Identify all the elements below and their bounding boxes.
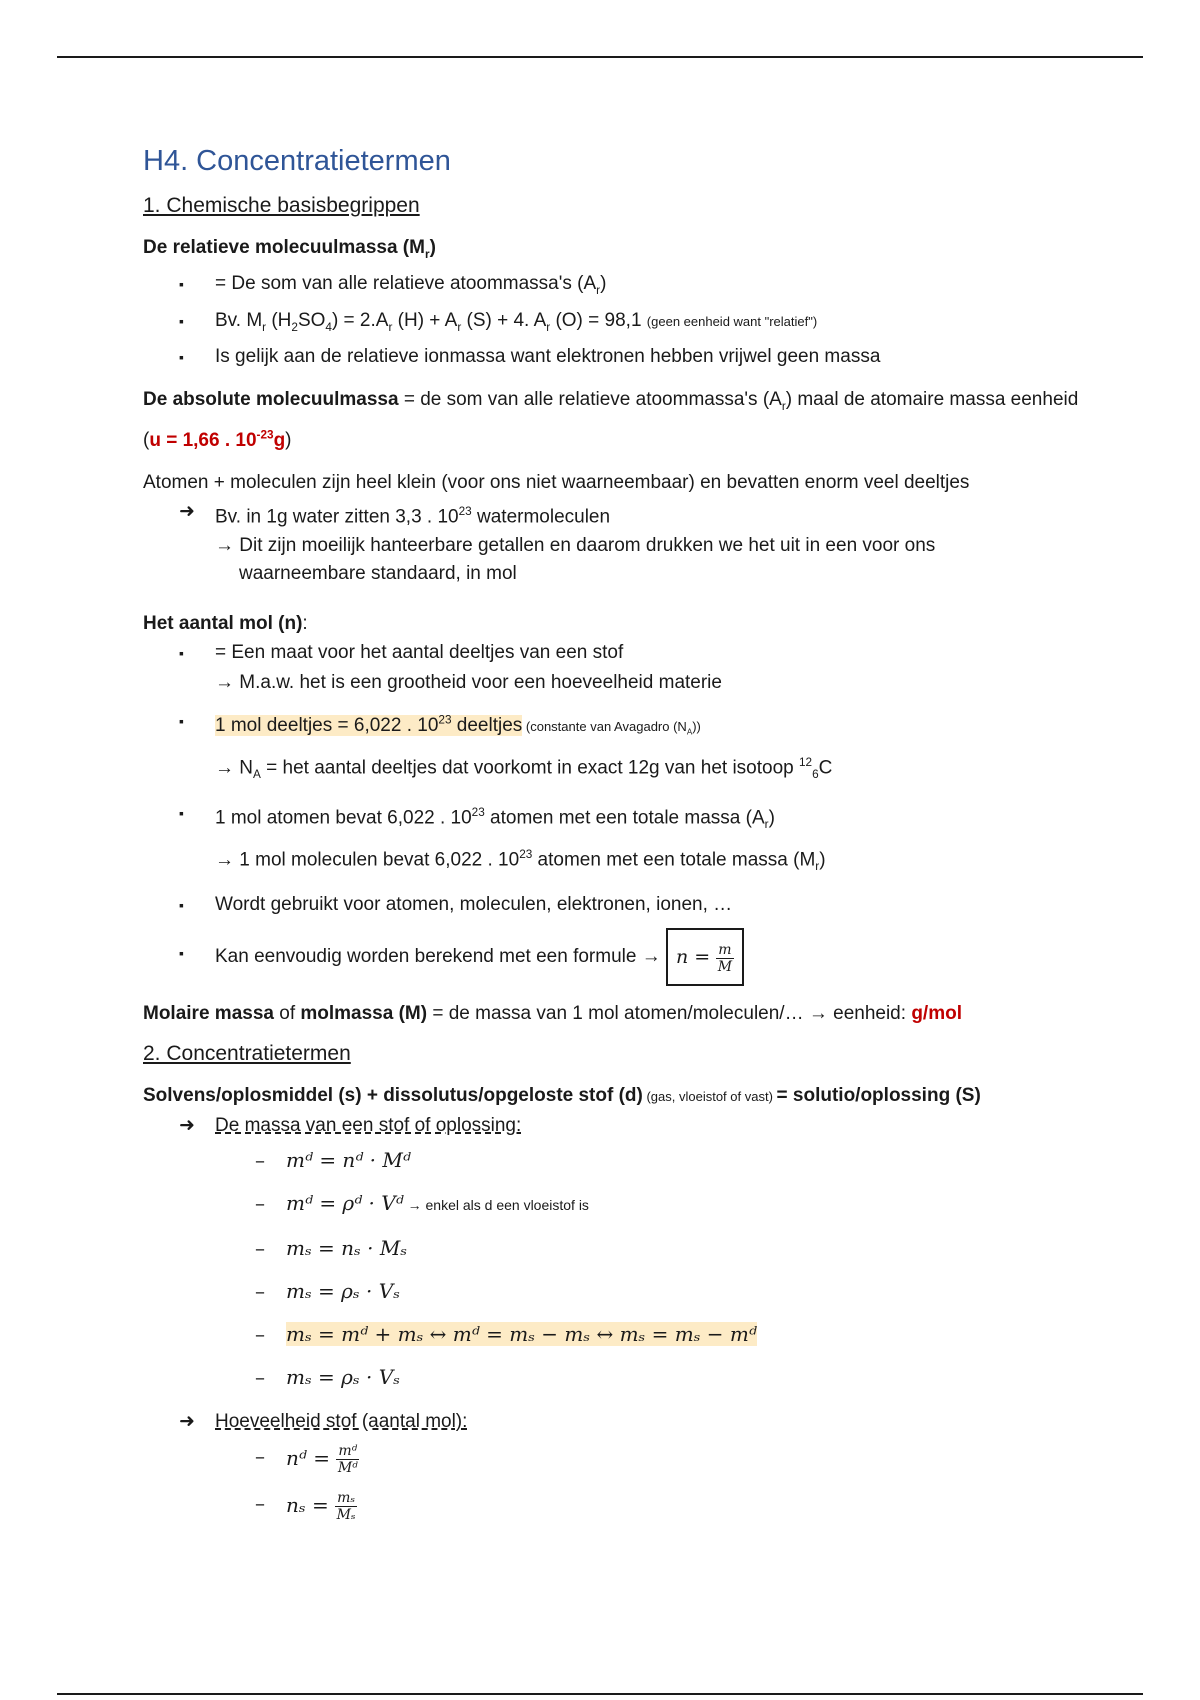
bottom-rule xyxy=(57,1693,1143,1695)
absolute-mass-block: De absolute molecuulmassa = de som van alle relatieve atoommassa's $(A_r)$ maal de atomaire massa eenheid (u = 1,66 . $10^{-23}g$) xyxy=(143,389,1079,451)
equation: – nₛ = $\frac{\text{mₛ}}{\text{Mₛ}}$ xyxy=(143,1490,1083,1523)
equation: – mₛ = ρₛ · Vₛ xyxy=(143,1278,1083,1304)
list-item: ▪ = Een maat voor het aantal deeltjes van een stof → M.a.w. het is een grootheid voor een hoeveelheid materie xyxy=(143,638,1083,698)
equation: – mᵈ = ρᵈ · Vᵈ → enkel als d een vloeistof is xyxy=(143,1190,1083,1218)
equation: – mₛ = mᵈ + mₛ ↔ mᵈ = mₛ − mₛ ↔ mₛ = mₛ − mᵈ xyxy=(143,1321,1083,1347)
arrow-icon: ➜ xyxy=(179,500,195,522)
arrow-icon: ➜ xyxy=(179,1115,195,1137)
mol-formula-box: n = $\frac{m}{M}$ xyxy=(666,928,744,986)
relative-mass-block xyxy=(143,234,1083,372)
equation: – nᵈ = $\frac{\text{mᵈ}}{\text{Mᵈ}}$ xyxy=(143,1443,1083,1476)
equation: – mₛ = ρₛ · Vₛ xyxy=(143,1364,1083,1390)
solution-block: Solvens/oplosmiddel (s) + dissolutus/opgeloste stof (d) (gas, vloeistof of vast) = solutio/oplossing (S) ➜ De massa van een stof of oplossing: – mᵈ = nᵈ · Mᵈ – mᵈ = ρᵈ · Vᵈ → enkel als d een vloeistof is – mₛ = nₛ · Mₛ – mₛ = ρₛ · Vₛ – mₛ = mᵈ + mₛ ↔ mᵈ = mₛ − mₛ ↔ mₛ = mₛ − mᵈ – mₛ = ρₛ · Vₛ ➜ Hoeveelheid stof (aantal mol): – nᵈ = $\frac{\text{mᵈ}}{\text{Mᵈ}}$ – nₛ = $\frac{\text{mₛ}}{\text{Mₛ}}$ xyxy=(143,1082,1083,1523)
page-title: H4. Concentratietermen xyxy=(143,145,451,177)
list-item: ▪ Wordt gebruikt voor atomen, moleculen, elektronen, ionen, … xyxy=(143,890,1083,920)
mass-equations xyxy=(143,1147,1083,1390)
list-item: ▪ 1 mol deeltjes = 6,022 . $10^{23}$ deeltjes (constante van Avagadro $(N_A)$) → $N_A$ = het aantal deeltjes dat voorkomt in exact 12g van het isotoop $^{12}_6$C xyxy=(143,706,1083,790)
list-item: ▪ 1 mol atomen bevat 6,022 . $10^{23}$ atomen met een totale massa $(A_r)$ → 1 mol moleculen bevat 6,022 . $10^{23}$ atomen met een totale massa $(M_r)$ xyxy=(143,798,1083,882)
molar-mass-block: Molaire massa of molmassa (M) = de massa van 1 mol atomen/moleculen/… → eenheid: g/mol xyxy=(143,1003,962,1025)
relative-mass-title: De relatieve molecuulmassa $(M_r)$ xyxy=(143,237,436,261)
list-item: ▪ Is gelijk aan de relatieve ionmassa want elektronen hebben vrijwel geen massa xyxy=(143,342,1083,372)
section-2-title: 2. Concentratietermen xyxy=(143,1042,351,1066)
list-item: ▪ Kan eenvoudig worden berekend met een formule → n = $\frac{m}{M}$ xyxy=(143,928,1083,986)
section-1-title: 1. Chemische basisbegrippen xyxy=(143,194,420,217)
top-rule xyxy=(57,56,1143,58)
list-item: ▪ Bv. $M_r$ $(H_2SO_4) = 2.A_r$ $(H) + A_r$ (S) + 4. $A_r$ (O) = 98,1 (geen eenheid want "relatief") xyxy=(143,306,1083,343)
arrow-icon: ➜ xyxy=(179,1411,195,1433)
equation: – mᵈ = nᵈ · Mᵈ xyxy=(143,1147,1083,1173)
relative-mass-list xyxy=(143,269,1083,373)
list-item: ▪ = De som van alle relatieve atoommassa's $(A_r)$ xyxy=(143,269,1083,306)
atoms-block: Atomen + moleculen zijn heel klein (voor ons niet waarneembaar) en bevatten enorm veel deeltjes ➜ Bv. in 1g water zitten 3,3 . $10^{23}$ watermoleculen → Dit zijn moeilijk hanteerbare getallen en daarom drukken we het uit in een voor ons waarneembare standaard, in mol xyxy=(143,471,970,584)
mol-block: Het aantal mol (n): ▪ = Een maat voor het aantal deeltjes van een stof → M.a.w. het is een grootheid voor een hoeveelheid materie ▪ 1 mol deeltjes = 6,022 . $10^{23}$ deeltjes (constante van Avagadro $(N_A)$) → $N_A$ = het aantal deeltjes dat voorkomt in exact 12g van het isotoop $^{12}_6$C ▪ 1 mol atomen bevat 6,022 . $10^{23}$ atomen met een totale massa $(A_r)$ → 1 mol moleculen bevat 6,022 . $10^{23}$ atomen met een totale massa $(M_r)$ ▪ Wordt gebruikt voor atomen, moleculen, elektronen, ionen, … ▪ Kan eenvoudig worden berekend met een formule → n = $\frac{m}{M}$ xyxy=(143,610,1083,986)
equation: – mₛ = nₛ · Mₛ xyxy=(143,1235,1083,1261)
mol-equations xyxy=(143,1443,1083,1523)
document-page xyxy=(143,145,1083,1537)
mol-list xyxy=(143,638,1083,986)
